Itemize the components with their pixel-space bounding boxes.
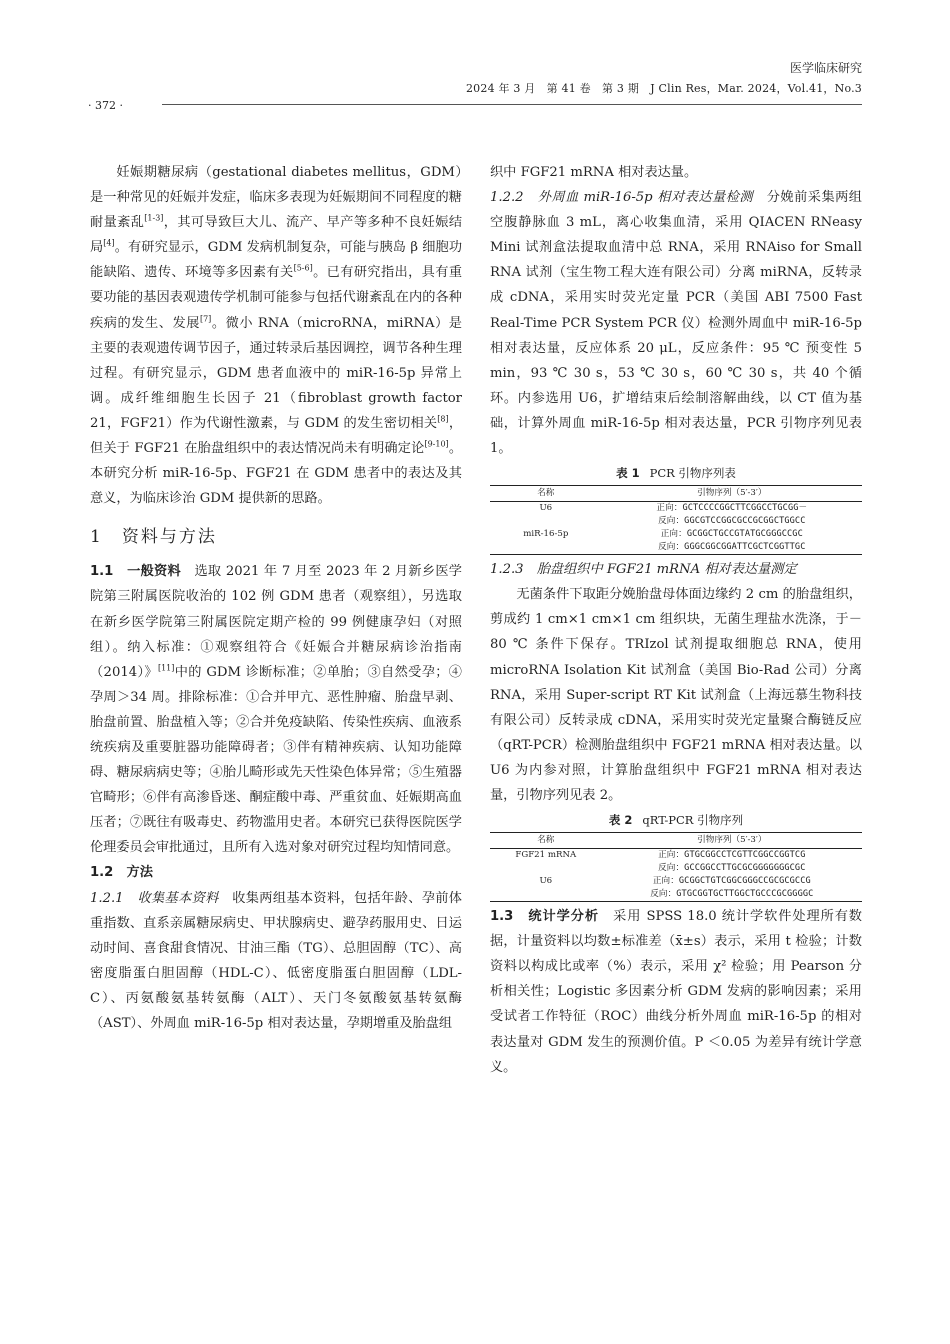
header-rule [162, 104, 862, 105]
mir-detection-paragraph: 1.2.2 外周血 miR-16-5p 相对表达量检测 分娩前采集两组空腹静脉血 3 mL，离心收集血清，采用 QIACEN RNeasy Mini 试剂盒法提取血清中总 RNA，采用 RNAiso for Small RNA 试剂（宝生物工程大连有限公司）分离 miRNA，反转录成 cDNA，采用实时荧光定量 PCR（美国 ABI 7500 Fast Real-Time PCR System PCR 仪）检测外周血中 miR-16-5p 相对表达量，反应体系 20 μL，反应条件：95 ℃ 预变性 5 min，93 ℃ 30 s，53 ℃ 30 s，60 ℃ 30 s，共 40 个循环。内参选用 U6，扩增结束后绘制溶解曲线，以 CT 值为基础，计算外周血 miR-16-5p 相对表达量，PCR 引物序列见表 1。 [490, 190, 862, 457]
continued-paragraph: 织中 FGF21 mRNA 相对表达量。 [490, 165, 698, 180]
journal-name: 医学临床研究 [789, 61, 862, 75]
table1: 名称 引物序列（5′-3′） U6 正向：GCTCCCCGGCTTCGGCCTGCGG－ 反向：GGCGTCCGGCGCCGCGGCTGGCC miR-16-5p 正向：GCGGCTGCCGTATGCGGGCCGC 反向：GGGCGGCGGATTCGCTCGGTTGC [490, 485, 862, 555]
table-row: 反向：GCCGGCCTTGCGCGGGGGGGCGC [658, 863, 806, 874]
table2: 名称 引物序列（5′-3′） FGF21 mRNA 正向：GTGCGGCCTCGTTCGGCCGGTCG 反向：GCCGGCCTTGCGCGGGGGGGCGC U6 正向：GCGGCTGTCGGCGGGCCGCGCGCCG 反向：GTGCGGTGCTTGGCTGCCCGCGGGGC [490, 832, 862, 902]
general-info-paragraph: 1.1 一般资料 选取 2021 年 7 月至 2023 年 2 月新乡医学院第三附属医院收治的 102 例 GDM 患者（观察组），另选取在新乡医学院第三附属医院定期产检的 99 例健康孕妇（对照组）。纳入标准：①观察组符合《妊娠合并糖尿病诊治指南（2014）》[11]中的 GDM 诊断标准；②单胎；③自然受孕；④孕周＞34 周。排除标准：①合并甲亢、恶性肿瘤、胎盘早剥、胎盘前置、胎盘植入等；②合并免疫缺陷、传染性疾病、血液系统疾病及重要脏器功能障碍者；③伴有精神疾病、认知功能障碍、糖尿病病史等；④胎儿畸形或先天性染色体异常；⑤生殖器官畸形；⑥伴有高渗昏迷、酮症酸中毒、严重贫血、妊娠期高血压者；⑦既往有吸毒史、药物滥用史者。本研究已获得医院医学伦理委员会审批通过，且所有入选对象对研究过程均知情同意。 [90, 564, 462, 856]
table-row: miR-16-5p 正向：GCGGCTGCCGTATGCGGGCCGC [523, 529, 803, 540]
table-row: U6 正向：GCTCCCCGGCTTCGGCCTGCGG－ [539, 503, 808, 514]
section-title: 1 资料与方法 [90, 527, 217, 548]
issue-info: 2024 年 3 月 第 41 卷 第 3 期 J Clin Res，Mar. 2024，Vol.41，No.3 [465, 82, 862, 95]
page-number: · 372 · [88, 99, 123, 112]
table-row: 反向：GTGCGGTGCTTGGCTGCCCGCGGGGC [490, 888, 862, 902]
subsection-title: 1.3 统计学分析 [490, 909, 599, 925]
basic-data-paragraph: 1.2.1 收集基本资料 收集两组基本资料，包括年龄、孕前体重指数、直系亲属糖尿病史、甲状腺病史、避孕药服用史、日运动时间、喜食甜食情况、甘油三酯（TG）、总胆固醇（TC）、高密度脂蛋白胆固醇（HDL-C）、低密度脂蛋白胆固醇（LDL-C）、丙氨酸氨基转氨酶（ALT）、天门冬氨酸氨基转氨酶（AST）、外周血 miR-16-5p 相对表达量，孕期增重及胎盘组 [90, 890, 462, 1031]
intro-paragraph: 妊娠期糖尿病（gestational diabetes mellitus，GDM）是一种常见的妊娠并发症，临床多表现为妊娠期间不同程度的糖耐量紊乱[1-3]，其可导致巨大儿、流产、早产等多种不良妊娠结局[4]。有研究显示，GDM 发病机制复杂，可能与胰岛 β 细胞功能缺陷、遗传、环境等多因素有关[5-6]。已有研究指出，具有重要功能的基因表观遗传学机制可能参与包括代谢紊乱在内的各种疾病的发生、发展[7]。微小 RNA（microRNA，miRNA）是主要的表观遗传调节因子，通过转录后基因调控，调节各种生理过程。有研究显示，GDM 患者血液中的 miR-16-5p 异常上调。成纤维细胞生长因子 21（fibroblast growth factor 21，FGF21）作为代谢性激素，与 GDM 的发生密切相关[8]，但关于 FGF21 在胎盘组织中的表达情况尚未有明确定论[9-10]。本研究分析 miR-16-5p、FGF21 在 GDM 患者中的表达及其意义，为临床诊治 GDM 提供新的思路。 [90, 165, 463, 507]
subsection-title: 1.1 一般资料 [90, 564, 181, 580]
fgf21-paragraph: 无菌条件下取距分娩胎盘母体面边缘约 2 cm 的胎盘组织，剪成约 1 cm×1 cm×1 cm 组织块，无菌生理盐水洗涤，于－80 ℃ 条件下保存。TRIzol 试剂提取细胞总 RNA，使用 microRNA Isolation Kit 试剂盒（美国 Bio-Rad 公司）分离 RNA，采用 Super-script RT Kit 试剂盒（上海远慕生物科技有限公司）反转录成 cDNA，采用实时荧光定量聚合酶链反应（qRT-PCR）检测胎盘组织中 FGF21 mRNA 相对表达量。以 U6 为内参对照，计算胎盘组织中 FGF21 mRNA 相对表达量，引物序列见表 2。 [490, 587, 862, 803]
table-row: 反向：GGCGTCCGGCGCCGCGGCTGGCC [658, 516, 806, 527]
table-row: U6 正向：GCGGCTGTCGGCGGGCCGCGCGCCG [539, 876, 811, 887]
table-row: FGF21 mRNA 正向：GTGCGGCCTCGTTCGGCCGGTCG [515, 850, 806, 861]
right-column [490, 160, 862, 1080]
left-column [90, 160, 462, 1036]
methods-title: 1.2 方法 [90, 865, 153, 881]
table1-caption: 表 1 PCR 引物序列表 [616, 466, 736, 481]
table2-caption: 表 2 qRT-PCR 引物序列 [608, 813, 744, 828]
subsubsection-title: 1.2.1 收集基本资料 [90, 890, 219, 906]
table-row: 反向：GGGCGGCGGATTCGCTCGGTTGC [490, 541, 862, 555]
statistics-paragraph: 1.3 统计学分析 采用 SPSS 18.0 统计学软件处理所有数据，计量资料以均数±标准差（x̄±s）表示，采用 t 检验；计数资料以构成比或率（%）表示，采用 χ² 检验；用 Pearson 分析相关性；Logistic 多因素分析 GDM 发病的影响因素；采用受试者工作特征（ROC）曲线分析外周血 miR-16-5p 的相对表达量对 GDM 发生的预测价值。P ＜0.05 为差异有统计学意义。 [490, 909, 862, 1075]
subsubsection-title: 1.2.2 外周血 miR-16-5p 相对表达量检测 [490, 190, 754, 206]
fgf21-title: 1.2.3 胎盘组织中 FGF21 mRNA 相对表达量测定 [490, 562, 797, 578]
